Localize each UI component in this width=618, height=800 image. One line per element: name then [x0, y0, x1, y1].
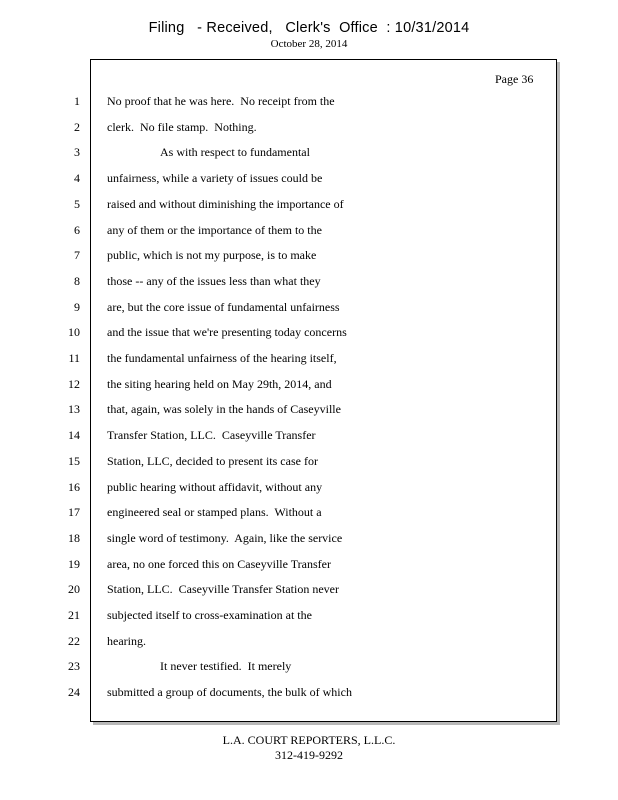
line-text: single word of testimony. Again, like the service: [107, 530, 343, 545]
line-text: any of them or the importance of them to the: [107, 222, 322, 237]
line-text: unfairness, while a variety of issues could be: [107, 171, 323, 186]
transcript-line: [0, 582, 618, 598]
line-text: those -- any of the issues less than what they: [107, 273, 321, 288]
line-number: 2: [74, 119, 80, 134]
line-text: raised and without diminishing the importance of: [107, 196, 344, 211]
line-number: 14: [68, 428, 80, 443]
line-text: engineered seal or stamped plans. Without a: [107, 505, 322, 520]
line-number: 1: [74, 94, 80, 108]
transcript-line: [0, 377, 618, 393]
transcript-line: [0, 145, 618, 161]
court-reporter-phone: 312-419-9292: [275, 748, 343, 762]
line-number: 11: [68, 351, 80, 365]
line-number: 10: [68, 325, 80, 340]
line-number: 9: [74, 299, 80, 314]
transcript-line: [0, 120, 618, 136]
line-number: 15: [68, 453, 80, 468]
line-number: 24: [68, 685, 80, 700]
line-number: 17: [68, 505, 80, 520]
line-number: 6: [74, 222, 80, 237]
transcript-line: [0, 634, 618, 650]
line-text: Station, LLC. Caseyville Transfer Station never: [107, 582, 339, 597]
line-text: subjected itself to cross-examination at the: [107, 608, 312, 622]
line-text: and the issue that we're presenting today concerns: [107, 325, 347, 340]
line-number: 3: [74, 145, 80, 160]
transcript-line: [0, 428, 618, 444]
transcript-line: [0, 274, 618, 290]
line-text: As with respect to fundamental: [160, 145, 310, 160]
line-text: area, no one forced this on Caseyville Transfer: [107, 556, 331, 571]
transcript-line: [0, 480, 618, 496]
line-number: 5: [74, 196, 80, 211]
transcript-line: [0, 300, 618, 316]
transcript-line: [0, 685, 618, 701]
line-text: that, again, was solely in the hands of Caseyville: [107, 402, 341, 417]
page-number: Page 36: [495, 72, 534, 86]
line-text: clerk. No file stamp. Nothing.: [107, 119, 257, 134]
line-number: 8: [74, 273, 80, 288]
line-text: hearing.: [107, 633, 146, 648]
line-number: 20: [68, 582, 80, 597]
transcript-line: [0, 351, 618, 367]
line-text: It never testified. It merely: [160, 659, 292, 674]
transcript-line: [0, 402, 618, 418]
transcript-line: [0, 171, 618, 187]
line-text: the siting hearing held on May 29th, 2014, and: [107, 376, 332, 391]
line-text: submitted a group of documents, the bulk of which: [107, 685, 352, 700]
line-text: are, but the core issue of fundamental unfairness: [107, 299, 340, 314]
line-number: 13: [68, 402, 80, 417]
line-number: 7: [74, 248, 80, 263]
court-reporter-name: L.A. COURT REPORTERS, L.L.C.: [222, 733, 396, 747]
line-text: public hearing without affidavit, without any: [107, 479, 323, 494]
line-text: public, which is not my purpose, is to make: [107, 248, 317, 263]
line-number: 12: [68, 376, 80, 391]
transcript-line: [0, 223, 618, 239]
transcript-line: [0, 557, 618, 573]
filing-stamp: Filing - Received, Clerk's Office : 10/31/2014: [148, 20, 470, 36]
transcript-date: October 28, 2014: [270, 38, 348, 50]
transcript-line: [0, 505, 618, 521]
transcript-line: [0, 531, 618, 547]
line-text: Transfer Station, LLC. Caseyville Transfer: [107, 428, 316, 443]
line-text: Station, LLC, decided to present its case for: [107, 453, 318, 468]
transcript-line: [0, 659, 618, 675]
transcript-line: [0, 197, 618, 213]
line-number: 16: [68, 479, 80, 494]
line-number: 18: [68, 530, 80, 545]
transcript-line: [0, 608, 618, 624]
transcript-line: [0, 94, 618, 110]
line-number: 19: [68, 556, 80, 571]
transcript-line: [0, 454, 618, 470]
line-number: 4: [74, 171, 80, 186]
line-text: the fundamental unfairness of the hearing itself,: [107, 351, 337, 365]
line-number: 23: [68, 659, 80, 674]
line-text: No proof that he was here. No receipt from the: [107, 94, 335, 108]
line-number: 21: [68, 608, 80, 622]
line-number: 22: [68, 633, 80, 648]
transcript-line: [0, 325, 618, 341]
transcript-line: [0, 248, 618, 264]
